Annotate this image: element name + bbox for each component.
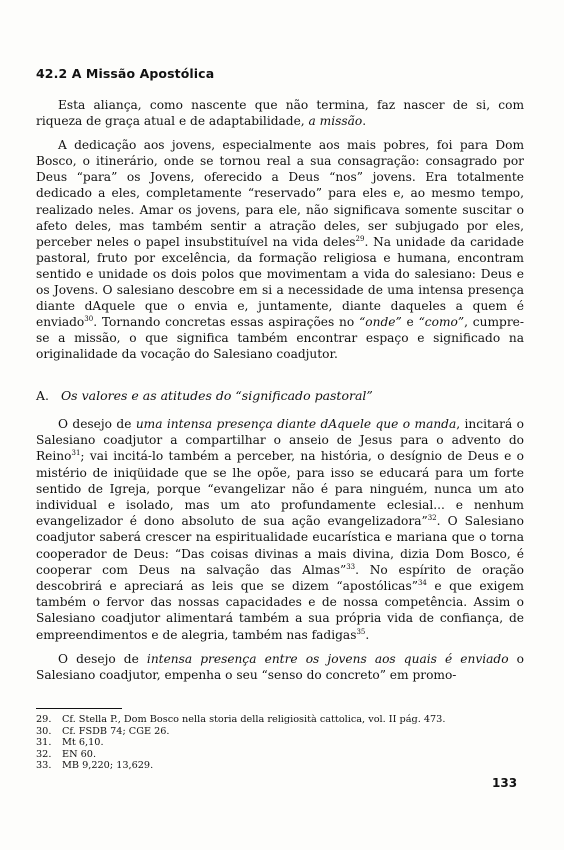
text-span: o Salesiano coadjutor, empenha o seu “senso do concreto” em promo- bbox=[36, 651, 524, 683]
footnote-ref: 32 bbox=[427, 514, 437, 523]
text-span: . bbox=[365, 627, 370, 642]
footnote-item bbox=[36, 737, 524, 749]
emphasis-span: “onde” bbox=[359, 315, 402, 330]
text-span: , incitará o Salesiano coadjutor a compartilhar o anseio de Jesus para o advento do Reino bbox=[36, 417, 524, 464]
text-span: . No espírito de oração descobrirá e apreciará as leis que se dizem “apostólicas” bbox=[36, 562, 525, 594]
text-span: O desejo de bbox=[58, 651, 147, 666]
emphasis-span: “como” bbox=[418, 315, 465, 330]
footnote-ref: 29 bbox=[355, 234, 365, 243]
footnote-item bbox=[36, 714, 524, 726]
text-span: Esta aliança, como nascente que não termina, faz nascer de si, com riqueza de graça atual e de adaptabilidade, bbox=[36, 98, 524, 129]
text-span: , cumpre-se a missão, o que significa também encontrar espaço e significado na originalidade da vocação do Salesiano coadjutor. bbox=[36, 315, 524, 362]
footnote-number: 30. bbox=[36, 725, 52, 737]
footnote-item bbox=[36, 760, 524, 772]
section-heading: 42.2 A Missão Apostólica bbox=[36, 66, 215, 81]
footnote-number: 31. bbox=[36, 737, 52, 749]
text-span: . bbox=[362, 114, 367, 129]
footnote-ref: 34 bbox=[417, 578, 427, 587]
footnote-number: 32. bbox=[36, 748, 52, 760]
text-span: . O Salesiano coadjutor saberá crescer na espiritualidade eucarística e mariana que o torna cooperador de Deus: “Das coisas divinas a mais divina, dizia Dom Bosco, é cooperar com Deus na salvação das Almas” bbox=[36, 514, 524, 577]
paragraph-3 bbox=[36, 416, 524, 643]
emphasis-span: a missão bbox=[308, 114, 363, 129]
subsection-title-text: Os valores e as atitudes do “significado pastoral” bbox=[60, 388, 373, 403]
footnote-ref: 31 bbox=[71, 449, 81, 458]
footnotes bbox=[36, 714, 524, 772]
text-span: O desejo de bbox=[58, 417, 136, 431]
footnote-item bbox=[36, 749, 524, 761]
footnote-text: Cf. Stella P., Dom Bosco nella storia della religiosità cattolica, vol. II pág. 473. bbox=[62, 714, 446, 725]
page-number: 133 bbox=[492, 776, 518, 790]
emphasis-span: intensa presença entre os jovens aos quais é enviado bbox=[146, 651, 509, 666]
paragraph-1 bbox=[36, 97, 524, 129]
footnote-divider bbox=[36, 708, 122, 709]
footnote-ref: 35 bbox=[356, 627, 366, 636]
paragraph-4 bbox=[36, 651, 524, 683]
footnote-number: 33. bbox=[36, 760, 52, 772]
footnote-item bbox=[36, 726, 524, 738]
footnote-text: EN 60. bbox=[62, 748, 97, 760]
text-span: A dedicação aos jovens, especialmente aos mais pobres, foi para Dom Bosco, o itinerário, onde se tornou real a sua consagração: consagrado por Deus “para” os Jovens, oferecido a Deus “nos” jovens. Era totalmente dedicado a eles, completamente “reservado” para eles e, ao mesmo tempo, realizado neles. Amar os jovens, para ele, não significava somente suscitar o afeto deles, mas também sentir a atração deles, ser subjugado por eles, perceber neles o papel insubstituível na vida deles bbox=[36, 138, 524, 249]
emphasis-span: uma intensa presença diante dAquele que o manda bbox=[135, 417, 457, 431]
body-text-top bbox=[36, 97, 524, 371]
text-span: . Na unidade da caridade pastoral, fruto por excelência, da formação religiosa e humana, encontram sentido e unidade os dois polos que movimentam a vida do salesiano: Deus e os Jovens. O salesiano descobre em si a necessidade de uma intensa presença diante dAquele que o envia e, juntamente, diante daqueles a quem é enviado bbox=[36, 234, 524, 330]
subsection-title bbox=[36, 388, 373, 403]
footnote-text: Cf. FSDB 74; CGE 26. bbox=[62, 725, 170, 737]
footnote-ref: 30 bbox=[84, 315, 94, 324]
footnote-text: Mt 6,10. bbox=[62, 737, 104, 749]
text-span: ; vai incitá-lo também a perceber, na história, o desígnio de Deus e o mistério de iniqüidade que se lhe opõe, para isso se educará para um forte sentido de Igreja, porque “evangelizar não é para ninguém, nunca um ato individual e isolado, mas um ato profundamente eclesial... e nenhum evangelizador é dono absoluto de sua ação evangelizadora” bbox=[36, 449, 524, 529]
footnote-number: 29. bbox=[36, 714, 52, 725]
text-span: e que exigem também o fervor das nossas capacidades e de nossa competência. Assim o Salesiano coadjutor alimentará também a sua própria vida de confiança, de empreendimentos e de alegria, também nas fadigas bbox=[36, 579, 524, 642]
subsection-letter: A. bbox=[36, 388, 50, 403]
text-span: . Tornando concretas essas aspirações no bbox=[93, 315, 360, 330]
footnote-text: MB 9,220; 13,629. bbox=[62, 760, 154, 772]
footnote-ref: 33 bbox=[346, 562, 356, 571]
paragraph-2 bbox=[36, 137, 524, 362]
text-span: e bbox=[401, 315, 419, 330]
body-text-bottom bbox=[36, 416, 524, 691]
